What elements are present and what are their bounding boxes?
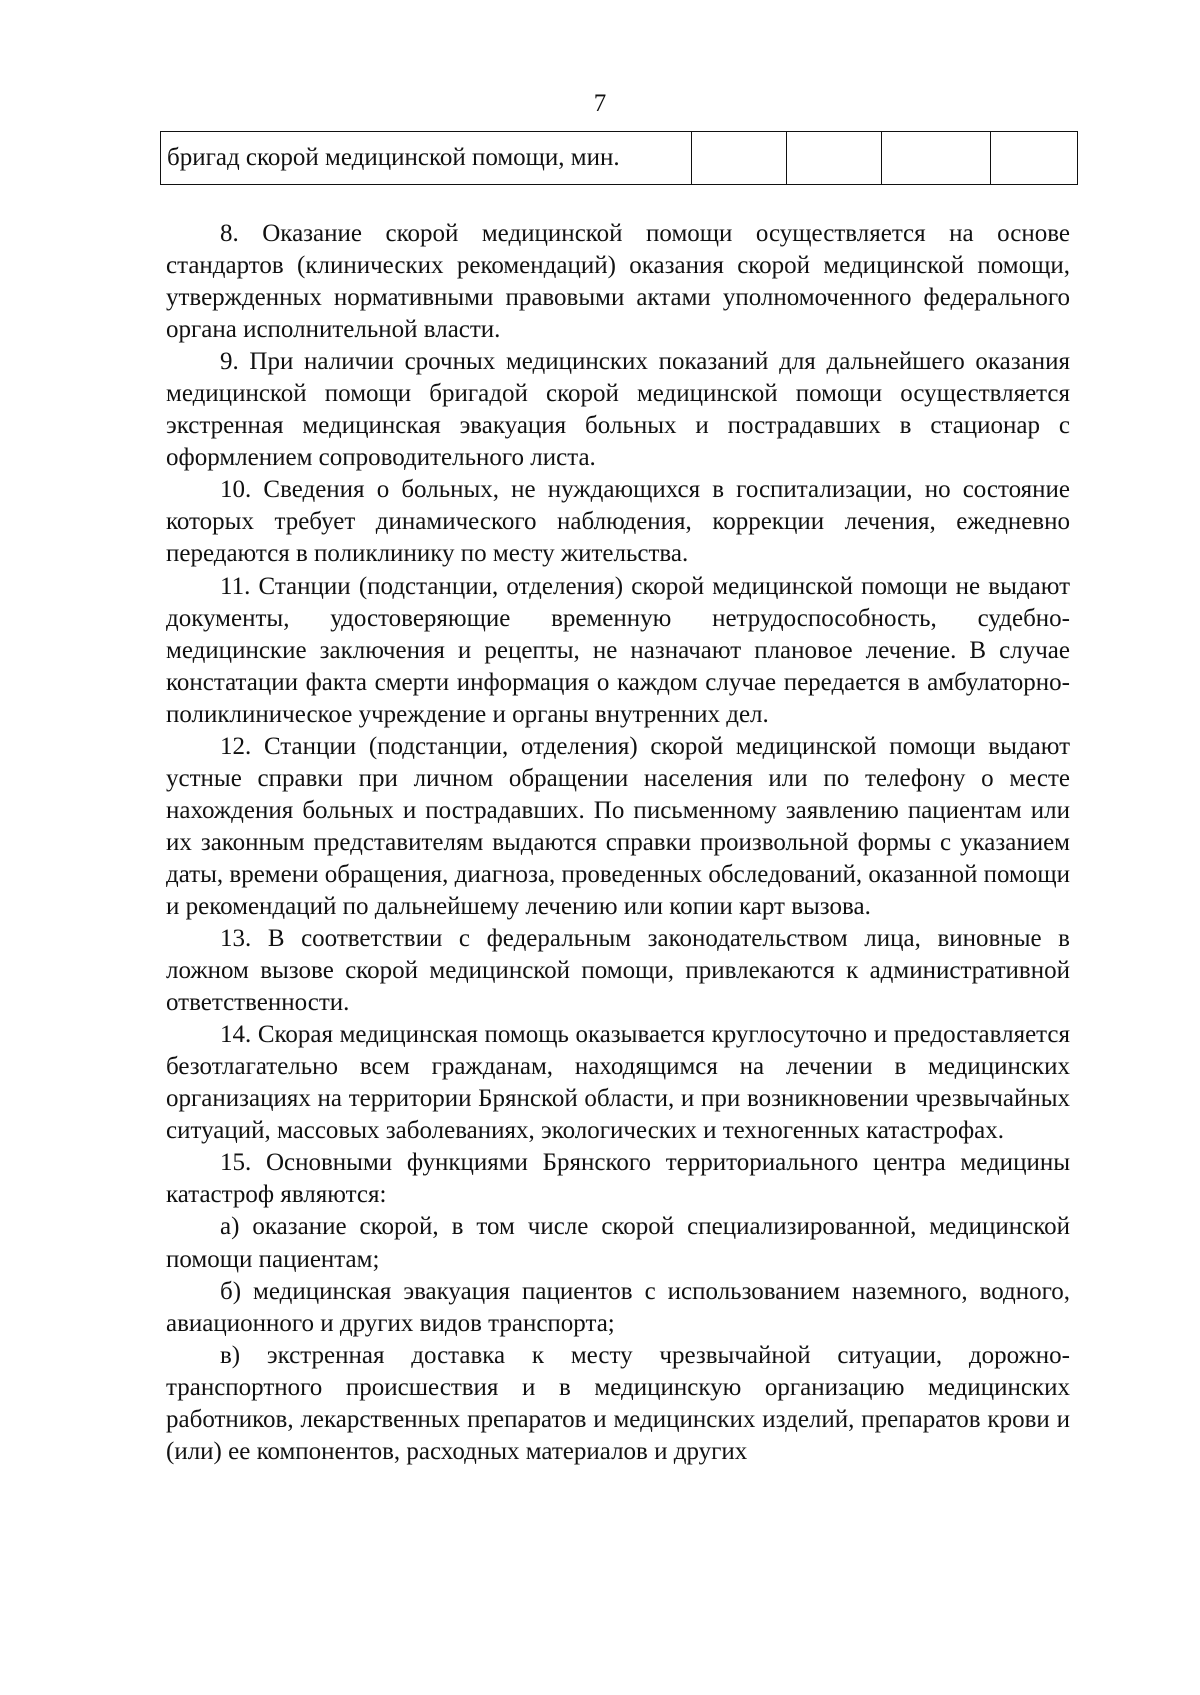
paragraph-11: 11. Станции (подстанции, отделения) скорой медицинской помощи не выдают документы, удостоверяющие временную нетрудоспособность, судебно-медицинские заключения и рецепты, не назначают плановое лечение. В случае констатации факта смерти информация о каждом случае передается в амбулаторно-поликлиническое учреждение и органы внутренних дел. <box>166 572 1070 728</box>
list-item-v: в) экстренная доставка к месту чрезвычайной ситуации, дорожно-транспортного происшествия и в медицинскую организацию медицинских работников, лекарственных препаратов и медицинских изделий, препаратов крови и (или) ее компонентов, расходных материалов и других <box>166 1341 1070 1465</box>
paragraph-15: 15. Основными функциями Брянского территориального центра медицины катастроф являются: <box>166 1149 1070 1209</box>
table-cell <box>882 132 991 185</box>
paragraph-12: 12. Станции (подстанции, отделения) скорой медицинской помощи выдают устные справки при личном обращении населения или по телефону о месте нахождения больных и пострадавших. По письменному заявлению пациентам или их законным представителям выдаются справки произвольной формы с указанием даты, времени обращения, диагноза, проведенных обследований, оказанной помощи и рекомендаций по дальнейшему лечению или копии карт вызова. <box>166 732 1070 920</box>
page-number: 7 <box>593 90 607 117</box>
paragraph-9: 9. При наличии срочных медицинских показаний для дальнейшего оказания медицинской помощи бригадой скорой медицинской помощи осуществляется экстренная медицинская эвакуация больных и пострадавших в стационар с оформлением сопроводительного листа. <box>166 348 1070 472</box>
continuation-table <box>160 131 1078 185</box>
document-body <box>166 218 1070 1468</box>
list-item-a: а) оказание скорой, в том числе скорой специализированной, медицинской помощи пациентам; <box>166 1213 1070 1273</box>
table-cell <box>991 132 1078 185</box>
paragraph-14: 14. Скорая медицинская помощь оказывается круглосуточно и предоставляется безотлагательно всем гражданам, находящимся на лечении в медицинских организациях на территории Брянской области, и при возникновении чрезвычайных ситуаций, массовых заболеваниях, экологических и техногенных катастрофах. <box>166 1021 1070 1145</box>
table-cell-label: бригад скорой медицинской помощи, мин. <box>161 132 692 185</box>
paragraph-10: 10. Сведения о больных, не нуждающихся в госпитализации, но состояние которых требует динамического наблюдения, коррекции лечения, ежедневно передаются в поликлинику по месту жительства. <box>166 476 1070 568</box>
paragraph-13: 13. В соответствии с федеральным законодательством лица, виновные в ложном вызове скорой медицинской помощи, привлекаются к административной ответственности. <box>166 925 1070 1017</box>
table-row <box>161 132 1078 185</box>
list-item-b: б) медицинская эвакуация пациентов с использованием наземного, водного, авиационного и других видов транспорта; <box>166 1277 1070 1337</box>
table-cell <box>787 132 882 185</box>
table-cell <box>692 132 787 185</box>
paragraph-8: 8. Оказание скорой медицинской помощи осуществляется на основе стандартов (клинических рекомендаций) оказания скорой медицинской помощи, утвержденных нормативными правовыми актами уполномоченного федерального органа исполнительной власти. <box>166 220 1070 344</box>
